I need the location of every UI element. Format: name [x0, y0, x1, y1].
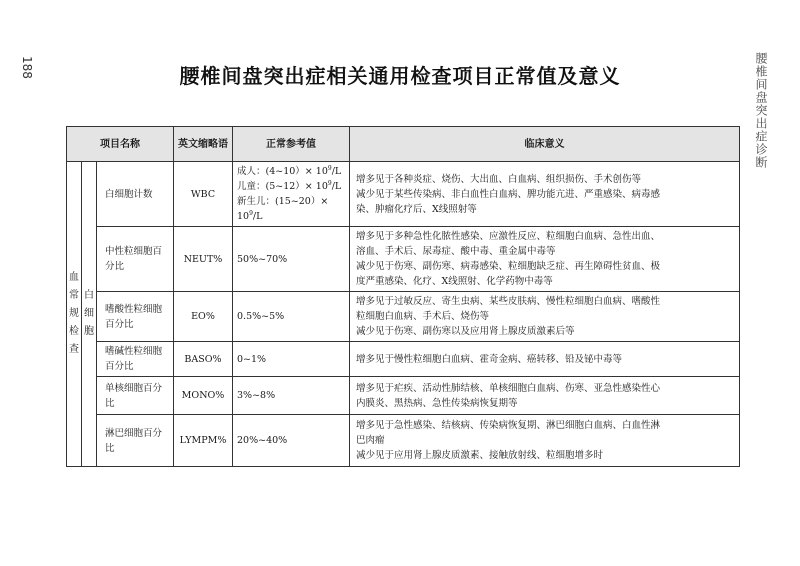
reference-line: 50%~70% — [237, 253, 288, 265]
significance-line: 溶血、手术后、尿毒症、酸中毒、重金属中毒等 — [356, 246, 556, 257]
item-abbr: WBC — [174, 162, 233, 227]
item-abbr: NEUT% — [174, 227, 233, 292]
superscript: 9 — [327, 179, 332, 187]
item-abbr: EO% — [174, 292, 233, 342]
header-ref: 正常参考值 — [233, 127, 350, 162]
item-significance — [350, 292, 740, 342]
significance-line: 减少见于应用肾上腺皮质激素、接触放射线、粒细胞增多时 — [356, 450, 604, 461]
item-name: 白细胞计数 — [97, 162, 174, 227]
superscript: 9 — [327, 164, 332, 172]
significance-line: 增多见于过敏反应、寄生虫病、某些皮肤病、慢性粒细胞白血病、嗜酸性 — [356, 296, 661, 307]
significance-line: 染、肿瘤化疗后、X线照射等 — [356, 203, 477, 215]
reference-line: 成人：(4~10）× $10^9/L$ — [237, 164, 342, 177]
significance-line: 减少见于某些传染病、非白血性白血病、脾功能亢进、严重感染、病毒感 — [356, 188, 661, 200]
header-item-name: 项目名称 — [67, 127, 174, 162]
significance-line: 减少见于伤寒、副伤寒以及应用肾上腺皮质激素后等 — [356, 326, 575, 337]
item-name: 嗜碱性粒细胞百分比 — [97, 342, 174, 377]
item-abbr: BASO% — [174, 342, 233, 377]
item-reference — [233, 162, 350, 227]
item-reference — [233, 342, 350, 377]
item-name: 中性粒细胞百分比 — [97, 227, 174, 292]
item-name: 单核细胞百分比 — [97, 377, 174, 415]
subgroup-label-text: 白细胞 — [84, 290, 94, 337]
page-number: 188 — [20, 56, 34, 79]
superscript: 9 — [249, 209, 253, 217]
table-row — [67, 227, 740, 292]
significance-line: 减少见于伤寒、副伤寒、病毒感染、粒细胞缺乏症、再生障碍性贫血、极 — [356, 261, 661, 272]
table-row — [67, 415, 740, 467]
item-abbr: LYMPM% — [174, 415, 233, 467]
item-abbr: MONO% — [174, 377, 233, 415]
item-name: 淋巴细胞百分比 — [97, 415, 174, 467]
table-row — [67, 162, 740, 227]
group-label-text: 血常规检查 — [69, 272, 79, 355]
reference-line: 儿童：(5~12）× $10^9/L$ — [237, 179, 342, 192]
reference-line: 3%~8% — [237, 390, 276, 401]
item-reference — [233, 227, 350, 292]
significance-line: 增多见于慢性粒细胞白血病、霍奇金病、癌转移、铅及铋中毒等 — [356, 353, 623, 365]
item-significance — [350, 415, 740, 467]
significance-line: 度严重感染、化疗、X线照射、化学药物中毒等 — [356, 276, 553, 287]
item-significance — [350, 342, 740, 377]
item-significance — [350, 227, 740, 292]
significance-line: 增多见于疟疾、活动性肺结核、单核细胞白血病、伤寒、亚急性感染性心 — [356, 382, 661, 394]
significance-line: 巴肉瘤 — [356, 435, 385, 446]
reference-line: 新生儿：(15~20）× $10^9/L$ — [237, 196, 329, 222]
item-reference — [233, 415, 350, 467]
table-row — [67, 292, 740, 342]
table-header-row — [67, 127, 740, 162]
table-row — [67, 377, 740, 415]
group-label-blood-routine — [67, 162, 82, 467]
header-significance: 临床意义 — [350, 127, 740, 162]
item-reference — [233, 292, 350, 342]
group-label-wbc — [82, 162, 97, 467]
significance-line: 增多见于多种急性化脓性感染、应激性反应、粒细胞白血病、急性出血、 — [356, 231, 661, 242]
significance-line: 增多见于各种炎症、烧伤、大出血、白血病、组织损伤、手术创伤等 — [356, 173, 642, 185]
table-body — [67, 162, 740, 467]
item-name: 嗜酸性粒细胞百分比 — [97, 292, 174, 342]
item-significance — [350, 162, 740, 227]
reference-line: 20%~40% — [237, 435, 288, 446]
item-reference — [233, 377, 350, 415]
reference-table — [66, 126, 740, 467]
significance-line: 粒细胞白血病、手术后、烧伤等 — [356, 311, 490, 322]
page-title: 腰椎间盘突出症相关通用检查项目正常值及意义 — [179, 64, 621, 88]
significance-line: 内膜炎、黑热病、急性传染病恢复期等 — [356, 397, 518, 409]
significance-line: 增多见于急性感染、结核病、传染病恢复期、淋巴细胞白血病、白血性淋 — [356, 420, 661, 431]
header-abbr: 英文缩略语 — [174, 127, 233, 162]
running-head: 腰椎间盘突出症诊断 — [754, 52, 768, 169]
table-row — [67, 342, 740, 377]
item-significance — [350, 377, 740, 415]
reference-line: 0.5%~5% — [237, 311, 285, 322]
reference-line: 0~1% — [237, 353, 267, 365]
